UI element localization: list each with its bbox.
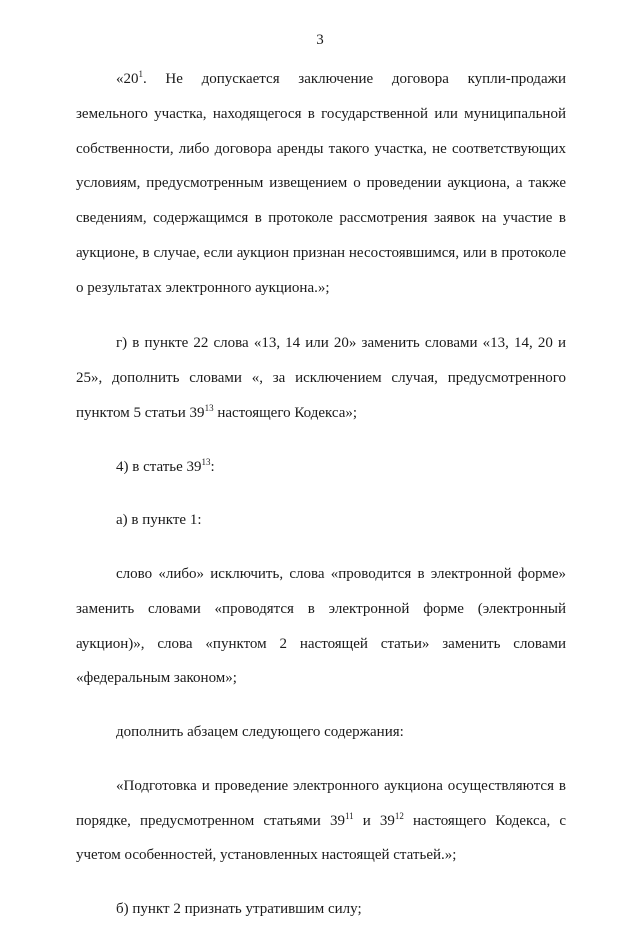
page-number: 3 xyxy=(316,32,324,48)
paragraph-subitem-g xyxy=(76,326,566,430)
paragraph-subitem-b: б) пункт 2 признать утратившим силу; xyxy=(116,901,362,917)
p7-text-c: настоящего Кодекса, с учетом особенностей, установленных настоящей статьей.»; xyxy=(76,812,566,864)
paragraph-subitem-a: а) в пункте 1: xyxy=(116,512,202,529)
p3-superscript: 13 xyxy=(201,456,211,467)
p1-text-b: . Не допускается заключение договора купли-продажи земельного участка, находящегося в государственной или муниципальной собственности, либо договора аренды такого участка, не соответствующих условиям, предусмотренным извещением о проведении аукциона, а также сведениям, содержащимся в протоколе рассмотрения заявок на участие в аукционе, в случае, если аукцион признан несостоявшимся, или в протоколе о результатах электронного аукциона.»; xyxy=(76,71,566,296)
p2-superscript: 13 xyxy=(204,402,214,413)
p7-text-a: «Подготовка и проведение электронного аукциона осуществляются в порядке, предусмотренном статьями 39 xyxy=(76,777,566,829)
paragraph-item-4 xyxy=(76,450,566,485)
paragraph-amendment-2: дополнить абзацем следующего содержания: xyxy=(116,724,404,740)
document-body xyxy=(76,62,566,927)
p7-text-b: и 39 xyxy=(353,812,395,829)
paragraph-new-text xyxy=(76,769,566,873)
p1-text-a: «20 xyxy=(116,71,139,87)
p3-text-a: 4) в статье 39 xyxy=(116,458,202,475)
paragraph-item-20-1 xyxy=(76,62,566,305)
p7-superscript-2: 12 xyxy=(394,810,404,821)
paragraph-amendment-1: слово «либо» исключить, слова «проводится в электронной форме» заменить словами «проводятся в электронной форме (электронный аукцион)», слова «пунктом 2 настоящей статьи» заменить словами «федеральным законом»; xyxy=(76,566,566,687)
p7-superscript-1: 11 xyxy=(344,810,354,821)
p2-text-b: настоящего Кодекса»; xyxy=(213,404,358,421)
p1-superscript: 1 xyxy=(138,69,143,79)
p2-text-a: г) в пункте 22 слова «13, 14 или 20» заменить словами «13, 14, 20 и 25», дополнить словами «, за исключением случая, предусмотренного пунктом 5 статьи 39 xyxy=(76,335,566,421)
p3-text-b: : xyxy=(210,458,215,475)
